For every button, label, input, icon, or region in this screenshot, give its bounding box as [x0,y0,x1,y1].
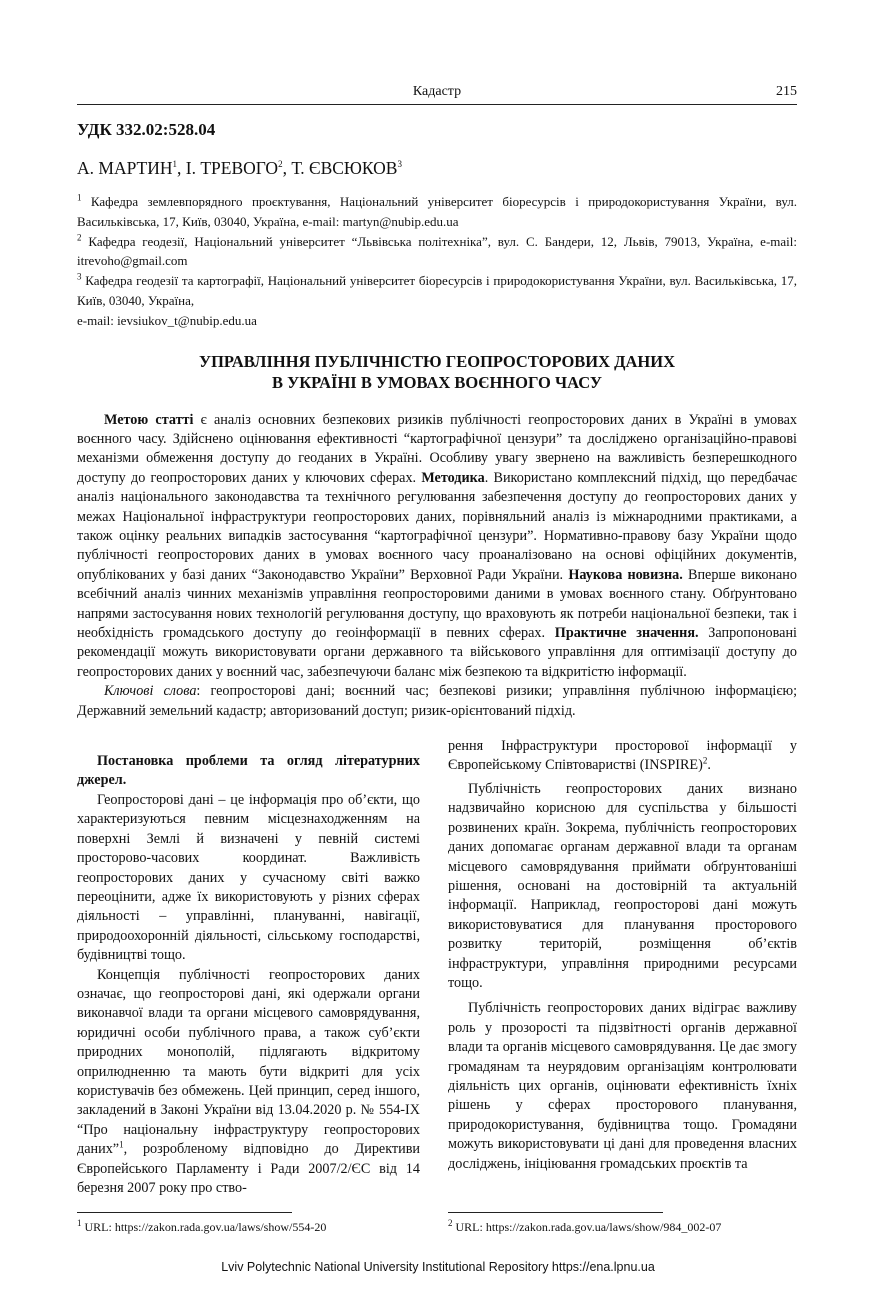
footnote-url[interactable]: URL: https://zakon.rada.gov.ua/laws/show/984_002-07 [452,1220,722,1235]
sep: , [177,158,186,178]
section-heading: Постановка проблеми та огляд літературних джерел. [77,753,420,789]
footnote-1 [77,1219,420,1235]
footnote-divider [77,1212,292,1213]
footnote-url[interactable]: URL: https://zakon.rada.gov.ua/laws/show/554-20 [81,1220,327,1235]
affiliation [77,192,797,232]
page-number: 215 [776,84,797,99]
footnote-ref[interactable]: 1 [119,1139,124,1150]
title-line: В УКРАЇНІ В УМОВАХ ВОЄННОГО ЧАСУ [271,372,603,392]
author-sup: 3 [397,159,402,170]
affiliation-text: Кафедра геодезії та картографії, Національний університет біоресурсів і природокористування України, вул. Васильківська, 17, Київ, 03040, Україна, [77,273,797,308]
author: А. МАРТИН [77,158,173,178]
paragraph [77,966,420,1199]
affiliation-sup: 1 [77,192,82,203]
affiliation-sup: 2 [77,232,82,243]
paragraph: Геопросторові дані – це інформація про об’єкти, що характеризуються певним місцезнаходженням на поверхні Землі й визначені у певній системі просторово-часових координат. Важливість геопросторових даних у сучасному світі важко переоцінити, адже їх використовують у різних сферах діяльності – управлінні, плануванні, навігації, природоохоронній діяльності, сільському господарстві, будівництві тощо. [77,791,420,964]
abstract-paragraph [77,411,797,683]
practical-text: Запропоновані рекомендації можуть використовувати органи державного та військового управління для оптимізації доступу до геопросторових даних у воєнний час, забезпечуючи баланс між безпекою та відкритістю інформації. [77,625,797,680]
abstract [77,411,797,722]
affiliation-text: Кафедра геодезії, Національний університет “Львівська політехніка”, вул. С. Бандери, 12, Львів, 79013, Україна, e-mail: itrevoho@gmail.com [77,233,797,269]
author-list [77,157,797,179]
footnote-ref[interactable]: 2 [702,755,708,766]
left-column [77,737,420,1235]
page [77,0,797,1235]
paragraph [448,737,797,776]
paragraph-text: , розробленому відповідно до Директиви Європейського Парламенту і Ради 2007/2/ЄС від 14 березня 2007 року про ство- [77,1141,420,1197]
novelty-label: Наукова новизна. [568,566,683,583]
sep: , [282,158,292,178]
affiliation-text: Кафедра землевпорядного проєктування, Національний університет біоресурсів і природокористування України, вул. Васильківська, 17, Київ, 03040, Україна, e-mail: martyn@nubip.edu.ua [77,194,797,229]
article-title [77,351,797,393]
author: Т. ЄВСЮКОВ [291,158,398,178]
aim-label: Метою статті [104,411,194,428]
method-label: Методика [421,469,485,486]
novelty-text: Вперше виконано всебічний аналіз чинних механізмів управління геопросторовими даними в умовах воєнного стану. Обґрунтовано напрями застосування нових технологій регулювання доступу, що враховують як потреби національної безпеки, так і необхідність громадського доступу до геоінформації в певних сферах. [77,566,797,642]
keywords-text: : геопросторові дані; воєнний час; безпекові ризики; управління публічною інформацією; Державний земельний кадастр; авторизований доступ; ризик-орієнтований підхід. [77,683,798,719]
author: І. ТРЕВОГО [185,158,279,178]
affiliation-sup: 3 [77,271,82,282]
section-title: Кадастр [412,84,462,99]
paragraph: Публічність геопросторових даних відіграє важливу роль у прозорості та підзвітності органів державної влади та органів місцевого самоврядування. Це дає змогу громадянам та неурядовим організаціям контролювати діяльність цих органів, оцінювати ефективність їхніх рішень у сферах просторового планування, природокористування, будівництва тощо. Громадяни можуть використовувати ці дані для проведення власних досліджень, ініціювання громадських проєктів та [448,1000,797,1172]
paragraph-text: . [707,757,711,774]
affiliation [77,232,797,272]
udk-code: УДК 332.02:528.04 [77,120,216,139]
author-sup: 1 [172,159,177,170]
footnote-sup: 2 [448,1218,453,1229]
keywords [77,682,797,721]
affiliation [77,271,797,330]
paragraph: Публічність геопросторових даних визнано надзвичайно корисною для суспільства у більшості розвинених країн. Зокрема, публічність геопросторових даних допомагає органам державної влади та органам місцевого самоврядування приймати обґрунтованіші рішення, основані на достовірній та актуальній інформації. Наприклад, геопросторові дані можуть використовуватися для планування просторового розвитку територій, розміщення об’єктів інфраструктури, управління природними ресурсами тощо. [448,780,797,991]
footnote-divider [448,1212,663,1213]
affiliation-email: e-mail: ievsiukov_t@nubip.edu.ua [77,312,257,328]
paragraph-text: рення Інфраструктури просторової інформації у Європейському Співтоваристві (INSPIRE) [448,738,797,774]
practical-label: Практичне значення. [554,625,699,642]
affiliations [77,192,797,331]
method-text: . Використано комплексний підхід, що передбачає аналіз національного законодавства та технічного регулювання забезпечення доступу до геопросторових даних у межах Національної інфраструктури геопросторових даних, порівняльний аналіз із міжнародними практиками, а також оцінку реальних випадків застосування “картографічної цензури”. Нормативно-правову базу України щодо публічності геопросторових даних в умовах воєнного часу проаналізовано на основі офіційних документів, опублікованих у базі даних “Законодавство України” Верховної Ради України. [77,469,797,583]
footnote-sup: 1 [77,1218,82,1229]
keywords-label: Ключові слова [104,683,197,700]
footnote-area [77,1198,420,1235]
aim-text: є аналіз основних безпекових ризиків публічності геопросторових даних в Україні в умовах воєнного часу. Здійснено оцінювання ефективності “картографічної цензури” та досліджено організаційно-правові механізми обмеження доступу до геоданих в Україні. Особливу увагу звернено на важливість безперешкодного доступу до геопросторових даних у ключових сферах. [77,411,798,486]
footnote-area [448,1198,797,1235]
right-column [448,737,797,1235]
body-columns [77,737,797,1235]
paragraph-text: Концепція публічності геопросторових даних означає, що геопросторові дані, які одержали органи виконавчої влади та органи місцевого самоврядування, юридичні особи публічного права, а також суб’єкти природних монополій, підлягають відкритому оприлюдненню та мають бути відкриті для усіх користувачів без обмежень. Цей принцип, серед іншого, закладений в Законі України від 13.04.2020 р. № 554-IX “Про національну інфраструктуру геопросторових даних” [77,966,420,1158]
author-sup: 2 [278,159,283,170]
title-line: УПРАВЛІННЯ ПУБЛІЧНІСТЮ ГЕОПРОСТОРОВИХ ДАНИХ [198,351,676,371]
repository-footer: Lviv Polytechnic National University Institutional Repository https://ena.lpnu.ua [221,1260,655,1275]
running-header [77,82,797,105]
footnote-2 [448,1219,797,1235]
